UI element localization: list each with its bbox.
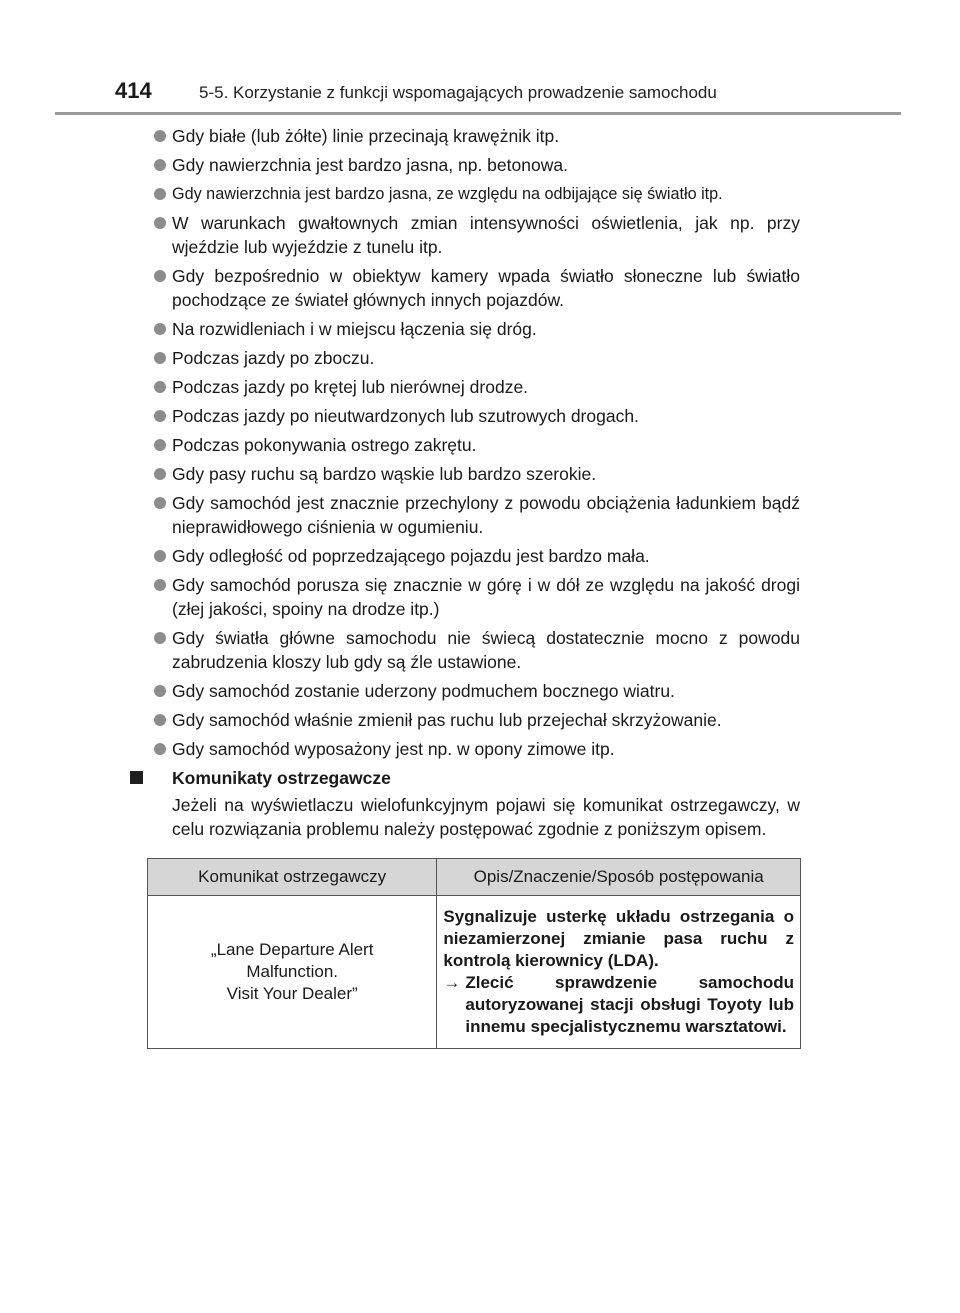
action-text: → Zlecić sprawdzenie samochodu autoryzowanej stacji obsługi Toyoty lub innemu specjalistycznemu warsztatowi. [443, 973, 794, 1036]
list-item: Na rozwidleniach i w miejscu łączenia się dróg. [130, 317, 800, 341]
list-item: Gdy pasy ruchu są bardzo wąskie lub bardzo szerokie. [130, 462, 800, 486]
message-line: Malfunction. [246, 962, 339, 981]
page-header [115, 78, 905, 112]
table-header-row [148, 859, 801, 896]
list-item: Podczas pokonywania ostrego zakrętu. [130, 433, 800, 457]
table-header-message: Komunikat ostrzegawczy [148, 859, 437, 896]
list-item: Gdy odległość od poprzedzającego pojazdu jest bardzo mała. [130, 544, 800, 568]
bullet-dot-icon [154, 188, 166, 200]
header-rule [55, 112, 901, 115]
description-text: Sygnalizuje usterkę układu ostrzegania o niezamierzonej zmianie pasa ruchu z kontrolą kierownicy (LDA). [443, 907, 794, 970]
section-title: 5-5. Korzystanie z funkcji wspomagających prowadzenie samochodu [199, 83, 717, 102]
list-item: Podczas jazdy po zboczu. [130, 346, 800, 370]
list-item: Gdy samochód właśnie zmienił pas ruchu lub przejechał skrzyżowanie. [130, 708, 800, 732]
list-item: Gdy samochód jest znacznie przechylony z powodu obciążenia ładunkiem bądź nieprawidłowego ciśnienia w ogumieniu. [130, 491, 800, 539]
bullet-dot-icon [154, 352, 166, 364]
list-item: Gdy nawierzchnia jest bardzo jasna, np. betonowa. [130, 153, 800, 177]
section-heading: Komunikaty ostrzegawcze [130, 766, 800, 790]
square-bullet-icon [130, 771, 143, 784]
message-cell [148, 896, 437, 1049]
page-content [130, 124, 800, 841]
bullet-dot-icon [154, 468, 166, 480]
bullet-dot-icon [154, 632, 166, 644]
message-line: Visit Your Dealer” [226, 984, 358, 1003]
warning-messages-table [147, 858, 801, 1049]
bullet-dot-icon [154, 323, 166, 335]
list-item: W warunkach gwałtownych zmian intensywności oświetlenia, jak np. przy wjeździe lub wyjeździe z tunelu itp. [130, 211, 800, 259]
bullet-dot-icon [154, 439, 166, 451]
list-item: Podczas jazdy po krętej lub nierównej drodze. [130, 375, 800, 399]
list-item: Gdy białe (lub żółte) linie przecinają krawężnik itp. [130, 124, 800, 148]
list-item: Gdy światła główne samochodu nie świecą dostatecznie mocno z powodu zabrudzenia kloszy lub gdy są źle ustawione. [130, 626, 800, 674]
list-item: Podczas jazdy po nieutwardzonych lub szutrowych drogach. [130, 404, 800, 428]
bullet-dot-icon [154, 685, 166, 697]
bullet-dot-icon [154, 410, 166, 422]
bullet-dot-icon [154, 714, 166, 726]
list-item: Gdy samochód porusza się znacznie w górę i w dół ze względu na jakość drogi (złej jakości, spoiny na drodze itp.) [130, 573, 800, 621]
message-line: „Lane Departure Alert [210, 940, 374, 959]
bullet-dot-icon [154, 497, 166, 509]
bullet-dot-icon [154, 270, 166, 282]
list-item: Gdy bezpośrednio w obiektyw kamery wpada światło słoneczne lub światło pochodzące ze świateł głównych innych pojazdów. [130, 264, 800, 312]
description-cell [437, 896, 801, 1049]
bullet-dot-icon [154, 159, 166, 171]
page-number: 414 [115, 78, 152, 103]
table-row [148, 896, 801, 1049]
bullet-dot-icon [154, 743, 166, 755]
bullet-dot-icon [154, 381, 166, 393]
list-item: Gdy samochód wyposażony jest np. w opony zimowe itp. [130, 737, 800, 761]
section-paragraph: Jeżeli na wyświetlaczu wielofunkcyjnym pojawi się komunikat ostrzegawczy, w celu rozwiązania problemu należy postępować zgodnie z poniższym opisem. [172, 795, 800, 839]
list-item: Gdy nawierzchnia jest bardzo jasna, ze względu na odbijające się światło itp. [130, 182, 800, 206]
bullet-dot-icon [154, 550, 166, 562]
bullet-dot-icon [154, 217, 166, 229]
table-header-description: Opis/Znaczenie/Sposób postępowania [437, 859, 801, 896]
list-item: Gdy samochód zostanie uderzony podmuchem bocznego wiatru. [130, 679, 800, 703]
bullet-dot-icon [154, 579, 166, 591]
arrow-right-icon: → [443, 973, 461, 992]
conditions-list [130, 124, 800, 761]
bullet-dot-icon [154, 130, 166, 142]
